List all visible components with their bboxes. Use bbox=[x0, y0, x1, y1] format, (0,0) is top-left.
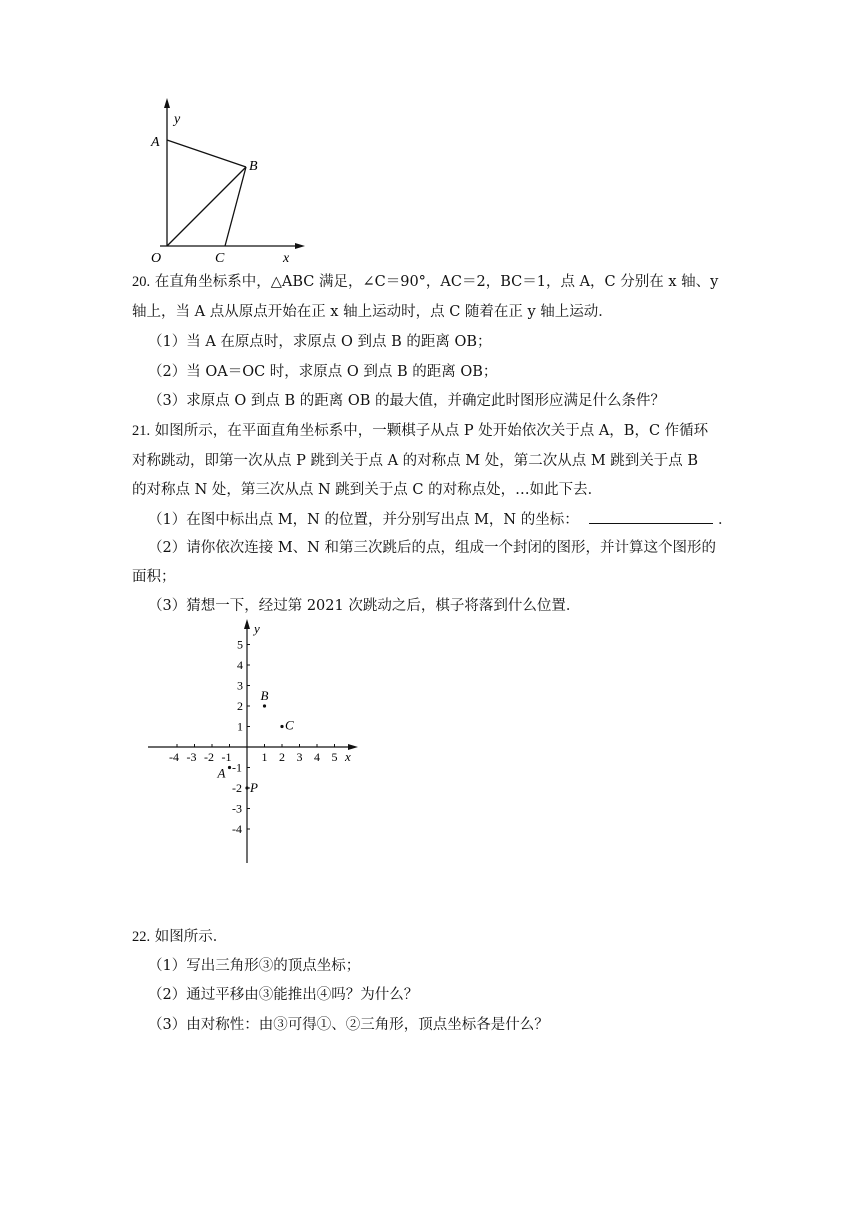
x-tick-label: -1 bbox=[221, 750, 232, 764]
x-tick-label: -2 bbox=[204, 750, 214, 764]
q20-line2: 轴上，当 A 点从原点开始在正 x 轴上运动时，点 C 随着在正 y 轴上运动． bbox=[132, 304, 613, 320]
q21-text1: 如图所示，在平面直角坐标系中，一颗棋子从点 P 处开始依次关于点 A，B，C 作循环 bbox=[154, 423, 709, 439]
q20-part2: （2）当 OA＝OC 时，求原点 O 到点 B 的距离 OB； bbox=[148, 364, 498, 380]
y-tick-label: 5 bbox=[237, 637, 243, 652]
q22-part2: （2）通过平移由③能推出④吗？为什么？ bbox=[148, 987, 419, 1003]
y-tick-label: -3 bbox=[232, 801, 242, 816]
segment-BC bbox=[225, 167, 246, 246]
q21-number: 21. bbox=[132, 423, 151, 439]
label-B: B bbox=[249, 159, 258, 174]
q20-line1 bbox=[132, 272, 718, 292]
q21-line2: 对称跳动，即第一次从点 P 跳到关于点 A 的对称点 M 处，第二次从点 M 跳到关于点 B bbox=[132, 453, 699, 469]
y-tick-label: 4 bbox=[237, 658, 243, 672]
point-label-a: A bbox=[217, 765, 226, 781]
x-tick-label: 4 bbox=[314, 750, 320, 764]
point-c bbox=[280, 725, 283, 728]
q22-line1 bbox=[132, 927, 227, 947]
q21-part1-text: （1）在图中标出点 M，N 的位置，并分别写出点 M，N 的坐标： bbox=[148, 512, 579, 528]
y-axis-label: y bbox=[254, 621, 260, 636]
segment-OB bbox=[167, 167, 246, 246]
q21-part2a: （2）请你依次连接 M、N 和第三次跳后的点，组成一个封闭的图形，并计算这个图形的 bbox=[148, 540, 716, 556]
q20-part1: （1）当 A 在原点时，求原点 O 到点 B 的距离 OB； bbox=[148, 334, 492, 350]
point-a bbox=[228, 766, 231, 769]
y-tick-label: 3 bbox=[237, 678, 243, 693]
q20-number: 20. bbox=[132, 274, 151, 290]
label-C: C bbox=[215, 251, 225, 266]
y-tick-label: -1 bbox=[232, 760, 242, 775]
y-axis-arrow bbox=[244, 619, 250, 629]
q22-part1: （1）写出三角形③的顶点坐标； bbox=[148, 958, 361, 974]
q22-text1: 如图所示． bbox=[154, 929, 228, 945]
label-O: O bbox=[151, 251, 162, 266]
q20-text1: 在直角坐标系中，△ABC 满足，∠C＝90°，AC＝2，BC＝1，点 A，C 分别在 x 轴、y bbox=[154, 274, 719, 290]
answer-blank[interactable] bbox=[589, 509, 713, 524]
point-p bbox=[245, 786, 248, 789]
x-tick-label: -3 bbox=[186, 750, 197, 764]
coordinate-plane bbox=[140, 615, 380, 870]
q21-line1 bbox=[132, 421, 708, 441]
label-x: x bbox=[283, 251, 290, 266]
q21-part3: （3）猜想一下，经过第 2021 次跳动之后，棋子将落到什么位置． bbox=[148, 598, 581, 614]
y-tick-label: -4 bbox=[232, 822, 242, 836]
label-y: y bbox=[174, 112, 181, 127]
y-tick-label: 1 bbox=[237, 719, 243, 734]
point-label-b: B bbox=[260, 688, 269, 703]
q22-part3: （3）由对称性：由③可得①、②三角形，顶点坐标各是什么？ bbox=[148, 1017, 549, 1033]
y-tick-label: -2 bbox=[232, 781, 242, 795]
segment-AB bbox=[167, 140, 246, 167]
point-label-p: P bbox=[250, 780, 258, 795]
triangle-figure bbox=[140, 96, 315, 266]
x-tick-label: -4 bbox=[169, 750, 179, 764]
x-tick-label: 1 bbox=[261, 750, 268, 764]
x-tick-label: 2 bbox=[279, 750, 285, 764]
x-tick-label: 3 bbox=[296, 750, 303, 764]
x-tick-label: 5 bbox=[331, 750, 338, 764]
label-A: A bbox=[151, 135, 160, 150]
point-b bbox=[263, 704, 266, 707]
q21-part1-end: ． bbox=[717, 512, 733, 528]
q21-part1 bbox=[148, 509, 732, 530]
q20-part3: （3）求原点 O 到点 B 的距离 OB 的最大值，并确定此时图形应满足什么条件？ bbox=[148, 393, 665, 409]
q22-number: 22. bbox=[132, 929, 151, 945]
point-label-c: C bbox=[285, 717, 294, 733]
q21-part2b: 面积； bbox=[132, 569, 176, 585]
q21-line3: 的对称点 N 处，第三次从点 N 跳到关于点 C 的对称点处，…如此下去． bbox=[132, 482, 603, 498]
y-tick-label: 2 bbox=[237, 699, 243, 713]
x-axis-label: x bbox=[345, 749, 351, 764]
